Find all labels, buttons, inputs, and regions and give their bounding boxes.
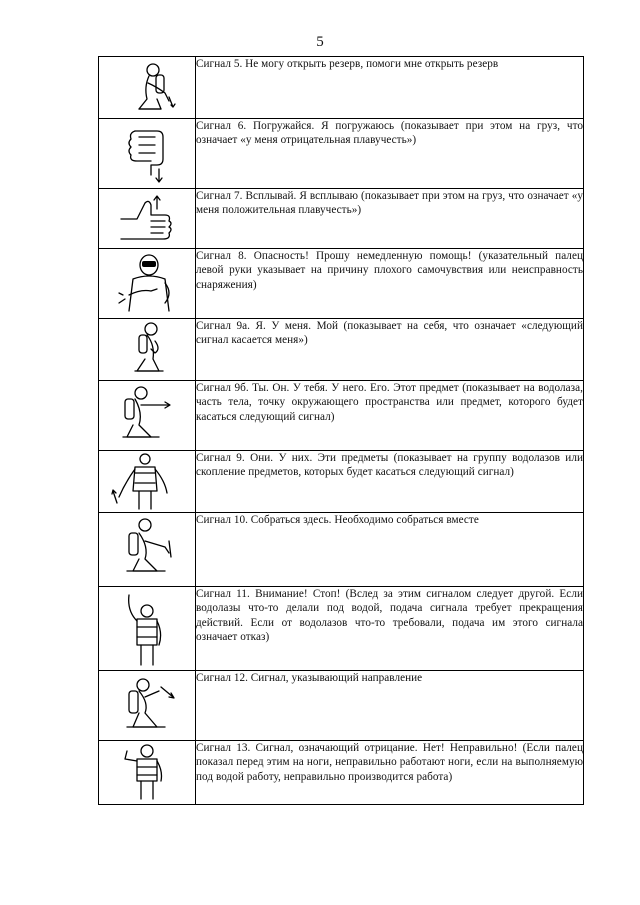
signal-picture-cell [99, 587, 196, 671]
kneeling-diver-direction-figure [99, 671, 195, 739]
signal-text: Сигнал 9а. Я. У меня. Мой (показывает на себя, что означает «следующий сигнал касается меня») [196, 319, 584, 381]
signal-picture-cell [99, 249, 196, 319]
signal-picture-cell [99, 319, 196, 381]
signal-row [99, 671, 584, 741]
signal-row [99, 189, 584, 249]
signal-row [99, 451, 584, 513]
standing-diver-sweep-figure [99, 451, 195, 511]
thumb-up-hand-figure [99, 189, 195, 247]
signal-text: Сигнал 6. Погружайся. Я погружаюсь (показывает при этом на груз, что означает «у меня отрицательная плавучесть») [196, 119, 584, 189]
signal-text: Сигнал 9б. Ты. Он. У тебя. У него. Его. Этот предмет (показывает на водолаза, часть тела, точку окружающего пространства или предмет, которого будет касаться следующий сигнал) [196, 381, 584, 451]
diver-pointing-chest-figure [99, 249, 195, 317]
signal-text: Сигнал 12. Сигнал, указывающий направление [196, 671, 584, 741]
signal-text: Сигнал 11. Внимание! Стоп! (Вслед за этим сигналом следует другой. Если водолазы что-то делали под водой, подача сигнала требует прекращения действий. Если от водолазов что-то требовали, подача им этого сигнала означает отказ) [196, 587, 584, 671]
signal-row [99, 249, 584, 319]
signal-text: Сигнал 8. Опасность! Прошу немедленную помощь! (указательный палец левой руки указывает на причину плохого самочувствия или неисправность снаряжения) [196, 249, 584, 319]
signal-text: Сигнал 9. Они. У них. Эти предметы (показывает на группу водолазов или скопление предметов, которых будет касаться следующий сигнал) [196, 451, 584, 513]
signal-text: Сигнал 10. Собраться здесь. Необходимо собраться вместе [196, 513, 584, 587]
diver-raised-hand-figure [99, 587, 195, 669]
signal-text: Сигнал 13. Сигнал, означающий отрицание. Нет! Неправильно! (Если палец показал перед этим на ноги, неправильно работают ноги, если на выполняемую под водой работу, неправильно производится работа) [196, 741, 584, 805]
signal-picture-cell [99, 513, 196, 587]
kneeling-diver-gather-figure [99, 513, 195, 585]
signal-picture-cell [99, 119, 196, 189]
signal-picture-cell [99, 189, 196, 249]
signal-row [99, 741, 584, 805]
signal-picture-cell [99, 741, 196, 805]
kneeling-diver-pointing-figure [99, 381, 195, 449]
signal-picture-cell [99, 381, 196, 451]
diver-wagging-finger-figure [99, 741, 195, 803]
signal-text: Сигнал 7. Всплывай. Я всплываю (показывает при этом на груз, что означает «у меня положительная плавучесть») [196, 189, 584, 249]
signal-row [99, 381, 584, 451]
signal-row [99, 119, 584, 189]
signal-picture-cell [99, 451, 196, 513]
signal-picture-cell [99, 671, 196, 741]
kneeling-diver-self-figure [99, 319, 195, 379]
signal-text: Сигнал 5. Не могу открыть резерв, помоги мне открыть резерв [196, 57, 584, 119]
signal-picture-cell [99, 57, 196, 119]
thumb-down-hand-figure [99, 119, 195, 187]
signal-row [99, 319, 584, 381]
signal-row [99, 587, 584, 671]
signals-table [98, 56, 584, 805]
signal-row [99, 513, 584, 587]
page-number: 5 [316, 34, 324, 50]
kneeling-diver-reserve-figure [99, 57, 195, 117]
signal-row [99, 57, 584, 119]
